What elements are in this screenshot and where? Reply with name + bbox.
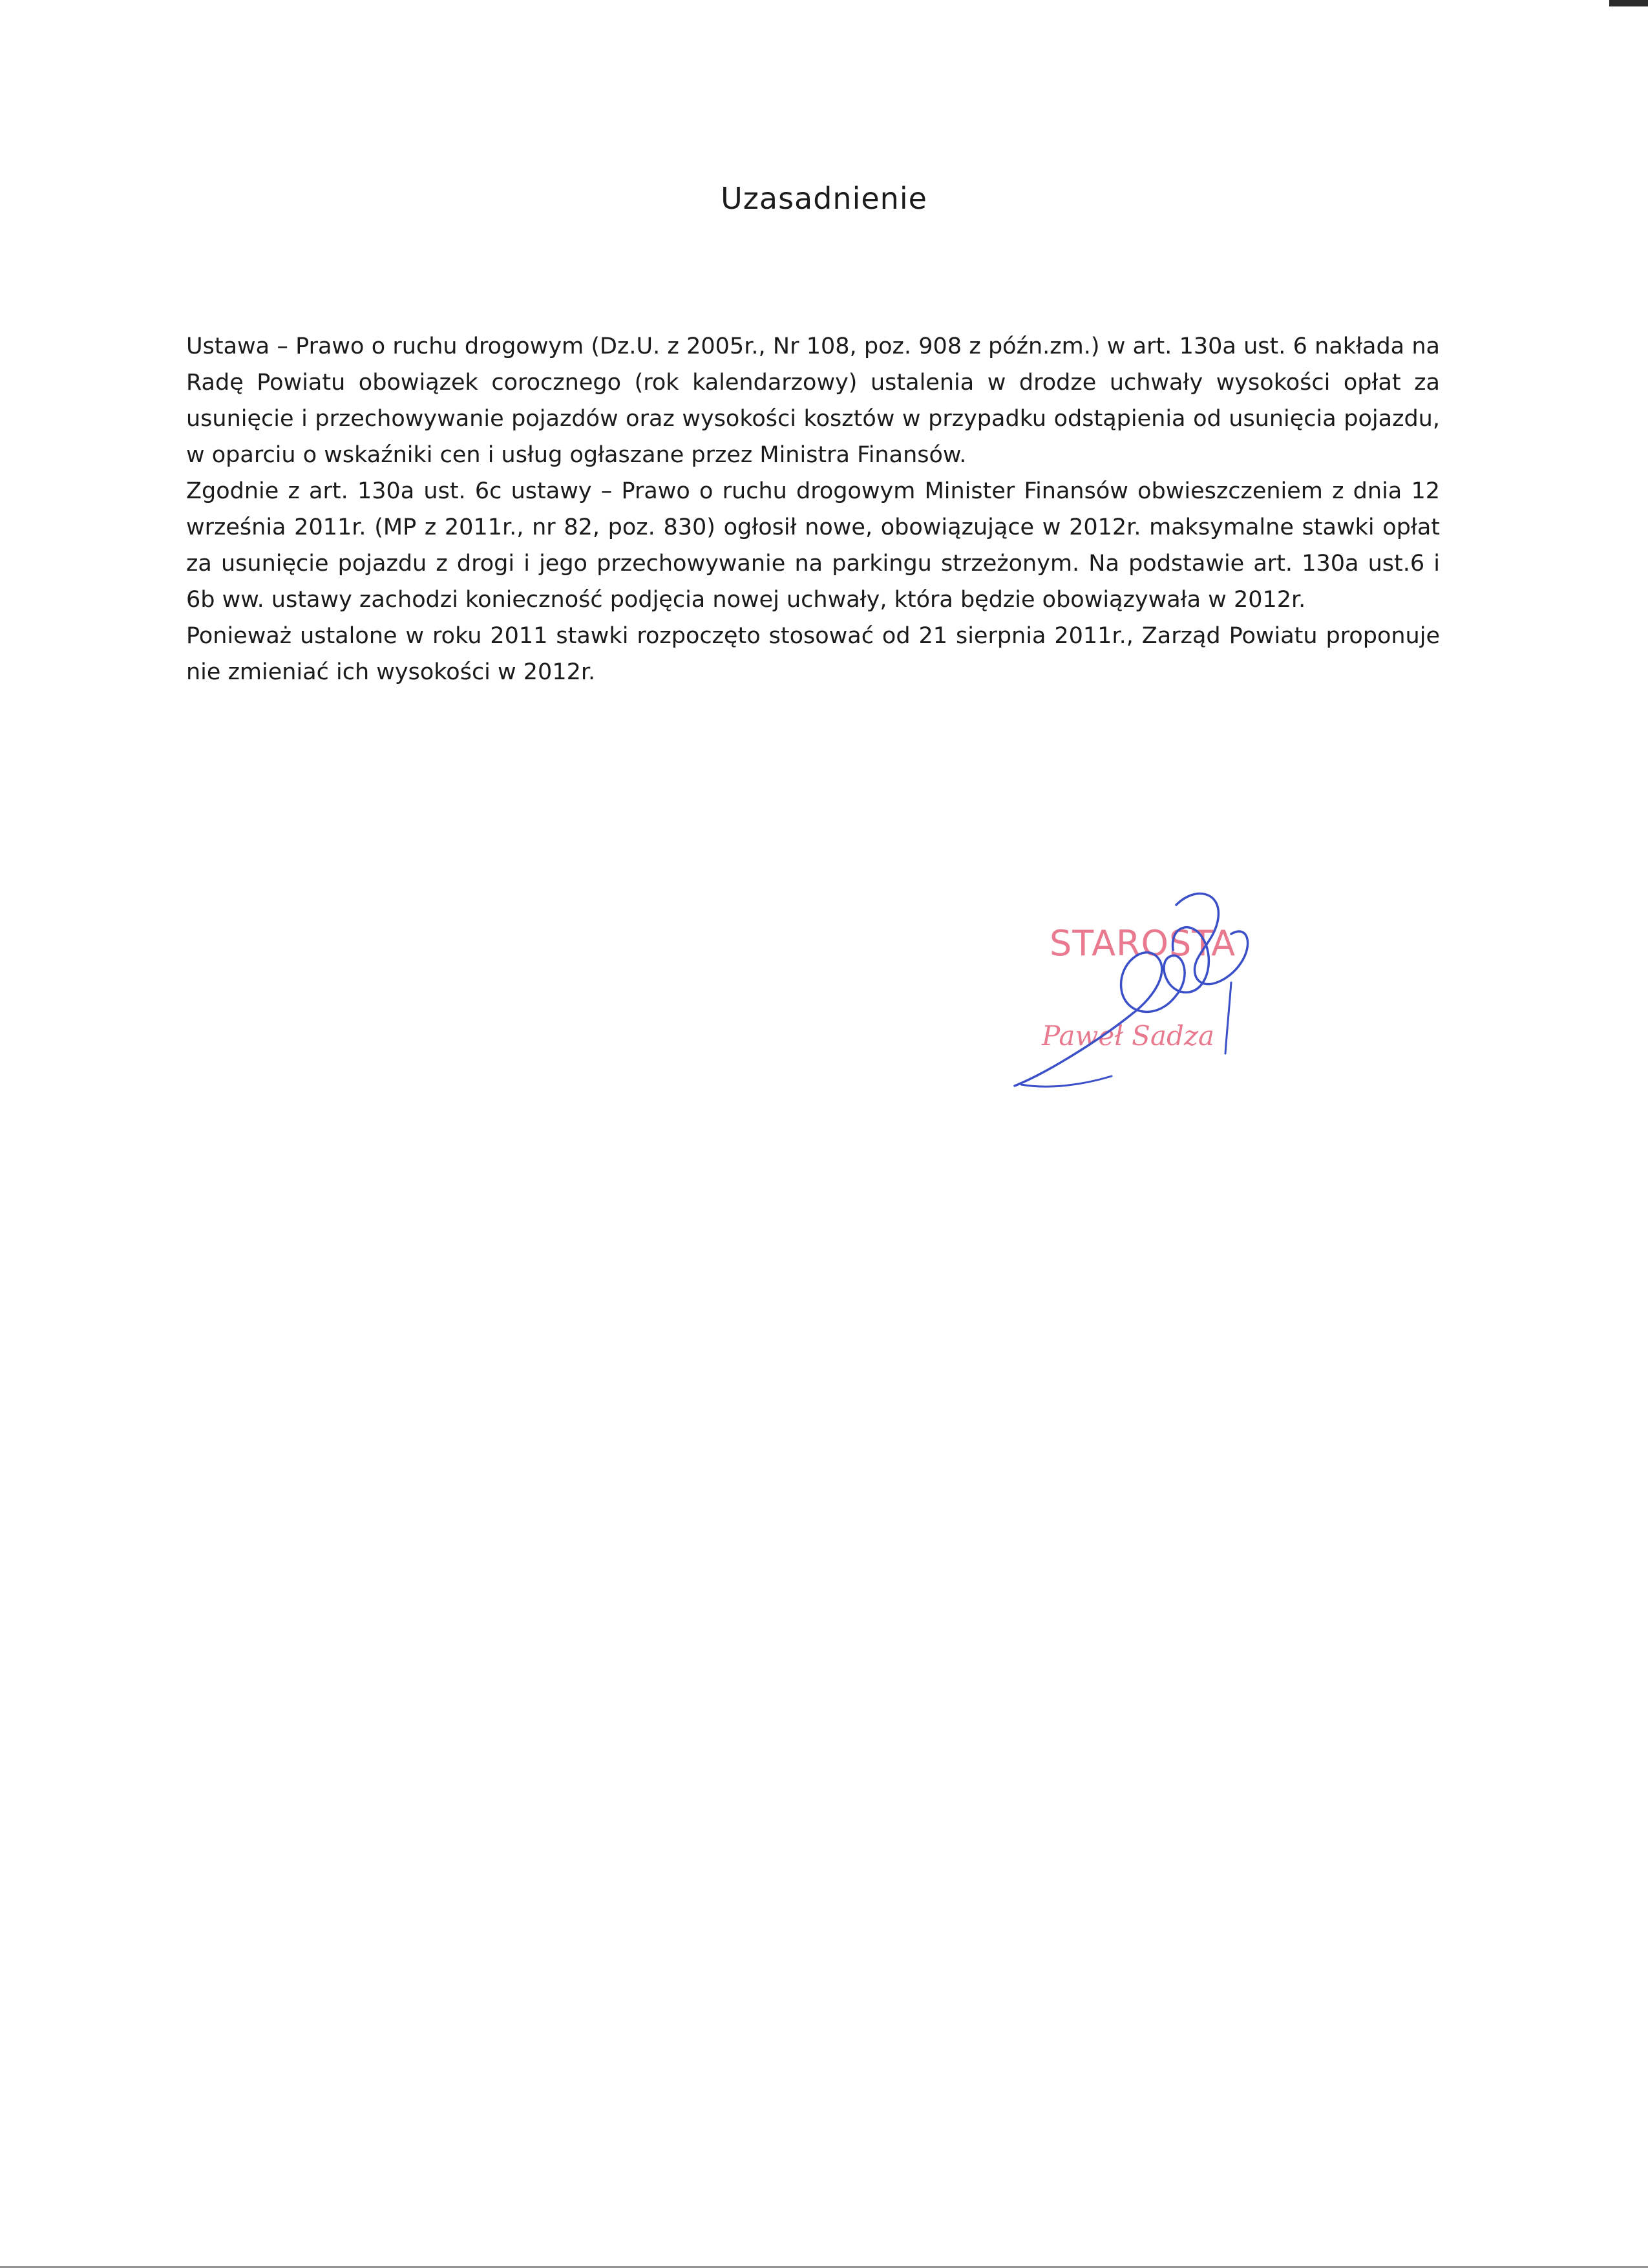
paragraph: Zgodnie z art. 130a ust. 6c ustawy – Prawo o ruchu drogowym Minister Finansów obwieszczeniem z dnia 12 września 2011r. (MP z 2011r., nr 82, poz. 830) ogłosił nowe, obowiązujące w 2012r. maksymalne stawki opłat za usunięcie pojazdu z drogi i jego przechowywanie na parkingu strzeżonym. Na podstawie art. 130a ust.6 i 6b ww. ustawy zachodzi konieczność podjęcia nowej uchwały, która będzie obowiązywała w 2012r.	[186, 478, 1440, 613]
stamp-name: Paweł Sadza	[1042, 1020, 1215, 1052]
stamp-title: STAROSTA	[1050, 923, 1236, 964]
scan-edge-mark	[1609, 0, 1648, 6]
handwritten-signature	[1008, 879, 1280, 1099]
official-stamp	[1008, 879, 1280, 1099]
page-title: Uzasadnienie	[721, 181, 927, 216]
paragraph: Ponieważ ustalone w roku 2011 stawki rozpoczęto stosować od 21 sierpnia 2011r., Zarząd Powiatu proponuje nie zmieniać ich wysokości w 2012r.	[186, 623, 1440, 685]
document-body	[186, 328, 1440, 690]
paragraph: Ustawa – Prawo o ruchu drogowym (Dz.U. z 2005r., Nr 108, poz. 908 z późn.zm.) w art. 130a ust. 6 nakłada na Radę Powiatu obowiązek corocznego (rok kalendarzowy) ustalenia w drodze uchwały wysokości opłat za usunięcie i przechowywanie pojazdów oraz wysokości kosztów w przypadku odstąpienia od usunięcia pojazdu, w oparciu o wskaźniki cen i usług ogłaszane przez Ministra Finansów.	[186, 334, 1440, 468]
